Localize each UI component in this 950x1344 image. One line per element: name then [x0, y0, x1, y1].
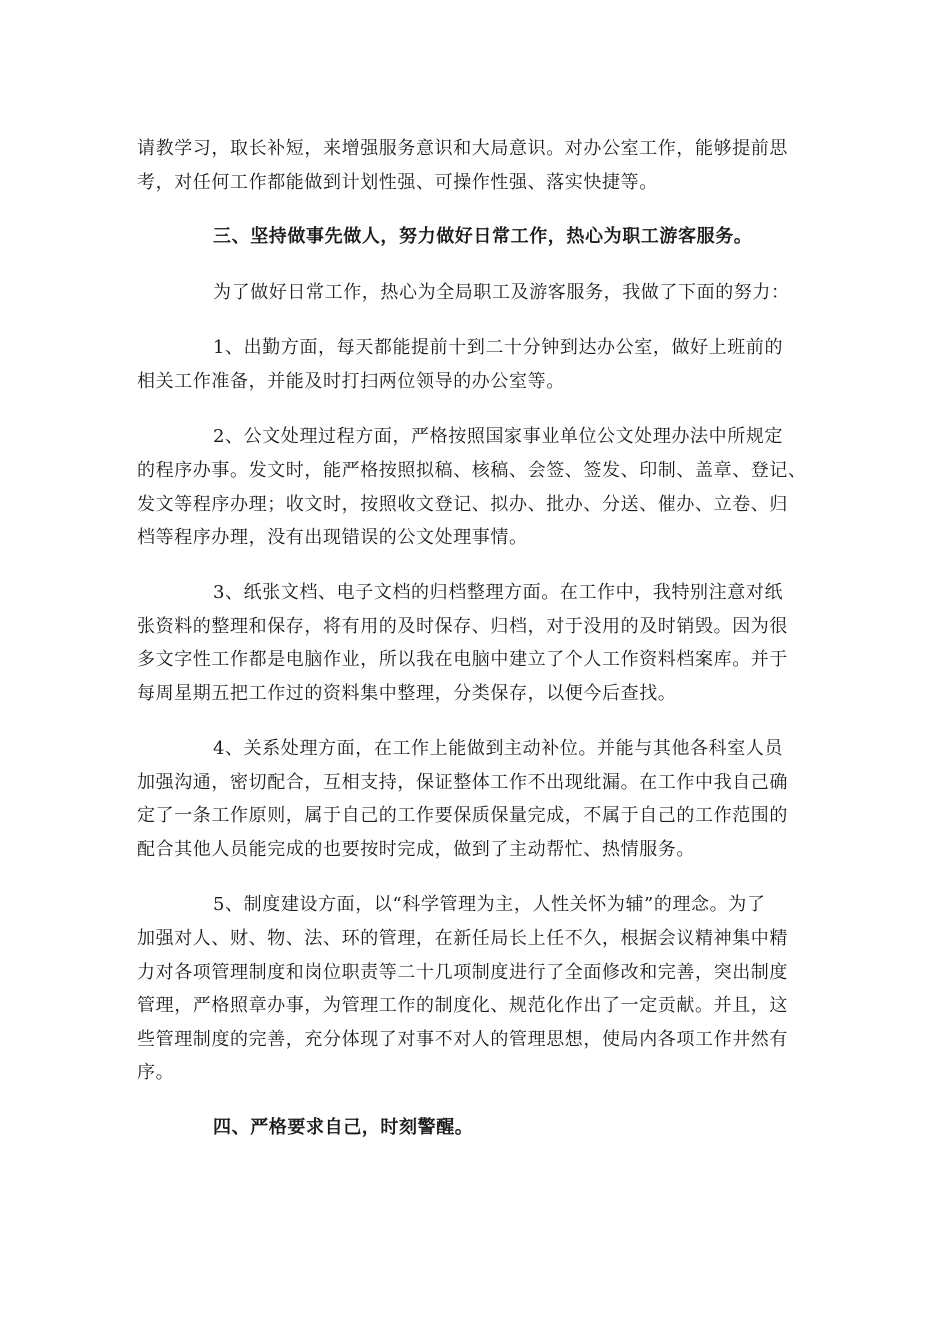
list-item-3-line: 多文字性工作都是电脑作业，所以我在电脑中建立了个人工作资料档案库。并于: [137, 649, 788, 670]
list-item-5-line: 加强对人、财、物、法、环的管理，在新任局长上任不久，根据会议精神集中精: [137, 928, 788, 949]
list-item-5-line: 些管理制度的完善，充分体现了对事不对人的管理思想，使局内各项工作井然有: [137, 1029, 788, 1050]
list-item-5-line: 5、制度建设方面，以“科学管理为主，人性关怀为辅”的理念。为了: [213, 894, 766, 915]
list-item-3-line: 3、纸张文档、电子文档的归档整理方面。在工作中，我特别注意对纸: [213, 582, 784, 603]
list-item-2-line: 的程序办事。发文时，能严格按照拟稿、核稿、会签、签发、印制、盖章、登记、: [137, 460, 807, 481]
body-text-line: 请教学习，取长补短，来增强服务意识和大局意识。对办公室工作，能够提前思: [137, 138, 788, 159]
list-item-4-line: 加强沟通，密切配合，互相支持，保证整体工作不出现纰漏。在工作中我自己确: [137, 772, 788, 793]
list-item-3-line: 张资料的整理和保存，将有用的及时保存、归档，对于没用的及时销毁。因为很: [137, 616, 788, 637]
list-item-3-line: 每周星期五把工作过的资料集中整理，分类保存，以便今后查找。: [137, 683, 677, 704]
section-heading-4: 四、严格要求自己，时刻警醒。: [213, 1117, 474, 1138]
list-item-4-line: 定了一条工作原则，属于自己的工作要保质保量完成，不属于自己的工作范围的: [137, 805, 788, 826]
list-item-2-line: 档等程序办理，没有出现错误的公文处理事情。: [137, 527, 528, 548]
list-item-5-line: 管理，严格照章办事，为管理工作的制度化、规范化作出了一定贡献。并且，这: [137, 995, 788, 1016]
list-item-4-line: 4、关系处理方面，在工作上能做到主动补位。并能与其他各科室人员: [213, 738, 784, 759]
body-text-line: 为了做好日常工作，热心为全局职工及游客服务，我做了下面的努力：: [213, 282, 790, 303]
list-item-2-line: 发文等程序办理；收文时，按照收文登记、拟办、批办、分送、催办、立卷、归: [137, 494, 788, 515]
list-item-4-line: 配合其他人员能完成的也要按时完成，做到了主动帮忙、热情服务。: [137, 839, 695, 860]
section-heading-3: 三、坚持做事先做人，努力做好日常工作，热心为职工游客服务。: [213, 226, 753, 247]
body-text-line: 考，对任何工作都能做到计划性强、可操作性强、落实快捷等。: [137, 172, 658, 193]
list-item-2-line: 2、公文处理过程方面，严格按照国家事业单位公文处理办法中所规定: [213, 426, 784, 447]
list-item-1-line: 1、出勤方面，每天都能提前十到二十分钟到达办公室，做好上班前的: [213, 337, 784, 358]
list-item-1-line: 相关工作准备，并能及时打扫两位领导的办公室等。: [137, 371, 565, 392]
list-item-5-line: 序。: [137, 1062, 175, 1083]
list-item-5-line: 力对各项管理制度和岗位职责等二十几项制度进行了全面修改和完善，突出制度: [137, 962, 788, 983]
